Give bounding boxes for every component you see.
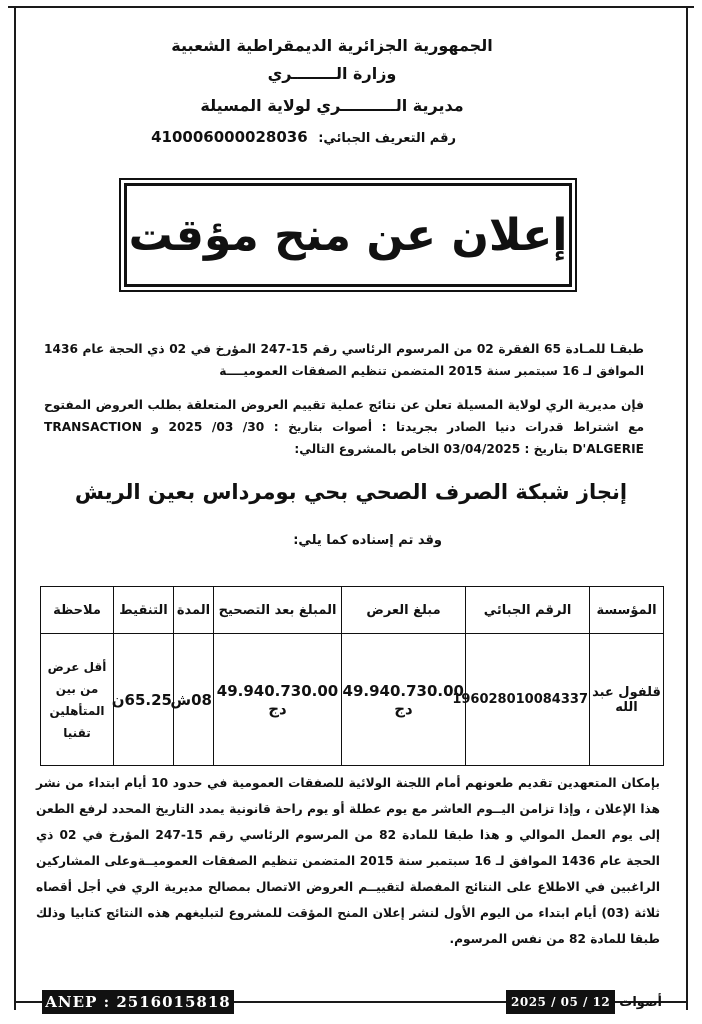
cell-offer-amount: 49.940.730.00 دج [342,634,466,766]
header-duration: المدة [174,587,214,634]
anep-reference: ANEP : 2516015818 [42,990,234,1014]
table-row [41,634,664,766]
cell-company: قلفول عبد الله [590,634,664,766]
cell-tax-id: 196028010084337 [466,634,590,766]
header-offer-amount: مبلغ العرض [342,587,466,634]
header-score: التنقيط [114,587,174,634]
directorate-heading: مديرية الــــــــــري لولاية المسيلة [200,96,464,115]
assigned-intro: وقد تم إسناده كما يلي: [293,533,442,548]
newspaper-name: أصوات [619,994,662,1010]
intro-paragraph-2: فإن مديرية الري لولاية المسيلة تعلن عن نتائج عملية تقييم العروض المتعلقة بطلب العروض المفتوح مع اشتراط قدرات دنيا الصادر بجريدتا : أصوات بتاريخ : 30/ 03/ 2025 و TRANSACTION D'ALGERIE بتاريخ : 03/04/2025 الخاص بالمشروع التالي: [44,398,645,456]
header-corrected-amount: المبلغ بعد التصحيح [214,587,342,634]
project-title: إنجاز شبكة الصرف الصحي بحي بومرداس بعين الريش [74,480,628,504]
tax-id-value: 410006000028036 [151,128,308,146]
ministry-heading: وزارة الــــــــري [267,64,397,83]
republic-heading: الجمهورية الجزائرية الديمقراطية الشعبية [171,36,493,55]
closing-paragraph: بإمكان المتعهدين تقديم طعونهم أمام اللجنة الولائية للصفقات العمومية في حدود 10 أيام ابتداء من نشر هذا الإعلان ، وإذا تزامن اليــوم العاشر مع يوم عطلة أو يوم راحة قانونية يمدد التاريخ المحدد لرفع الطعن إلى يوم العمل الموالي و هذا طبقا للمادة 82 من المرسوم الرئاسي رقم 15-247 المؤرخ في 02 ذي الحجة عام 1436 الموافق لـ 16 سبتمبر سنة 2015 المتضمن تنظيم الصفقات العموميــةوعلى المشاركين الراغبين في الاطلاع على النتائج المفصلة لتقييــم العروض الاتصال بمصالح مديرية الري في أجل أقصاه ثلاثة (03) أيام ابتداء من اليوم الأول لنشر إعلان المنح المؤقت للمشروع لتبليغهم هذه النتائج كتابيا وذلك طبقا للمادة 82 من نفس المرسوم. [36,776,661,946]
header-note: ملاحظة [41,587,114,634]
right-border-line [686,8,688,1010]
top-border-line [8,6,694,8]
title-box [124,183,572,287]
table-header-row [41,587,664,634]
header-company: المؤسسة [590,587,664,634]
cell-score: 65.25ن [114,634,174,766]
tax-id-label: رقم التعريف الجبائي: [318,131,456,146]
intro-paragraph-1: طبقـا للمـادة 65 الفقرة 02 من المرسوم الرئاسي رقم 15-247 المؤرخ في 02 ذي الحجة عام 1436 الموافق لـ 16 سبتمبر سنة 2015 المتضمن تنظيم الصفقات العموميــــة [44,342,645,378]
announcement-title: إعلان عن منح مؤقت [128,209,568,261]
publication-info [506,990,662,1014]
results-table [40,586,664,766]
cell-corrected-amount: 49.940.730.00 دج [214,634,342,766]
header-tax-id: الرقم الجبائي [466,587,590,634]
cell-duration: 08ش [174,634,214,766]
left-border-line [14,8,16,1010]
tax-id-line [151,128,456,146]
publication-date: 2025 / 05 / 12 [506,990,615,1014]
cell-note: أقل عرض من بين المتأهلين تقنيا [41,634,114,766]
